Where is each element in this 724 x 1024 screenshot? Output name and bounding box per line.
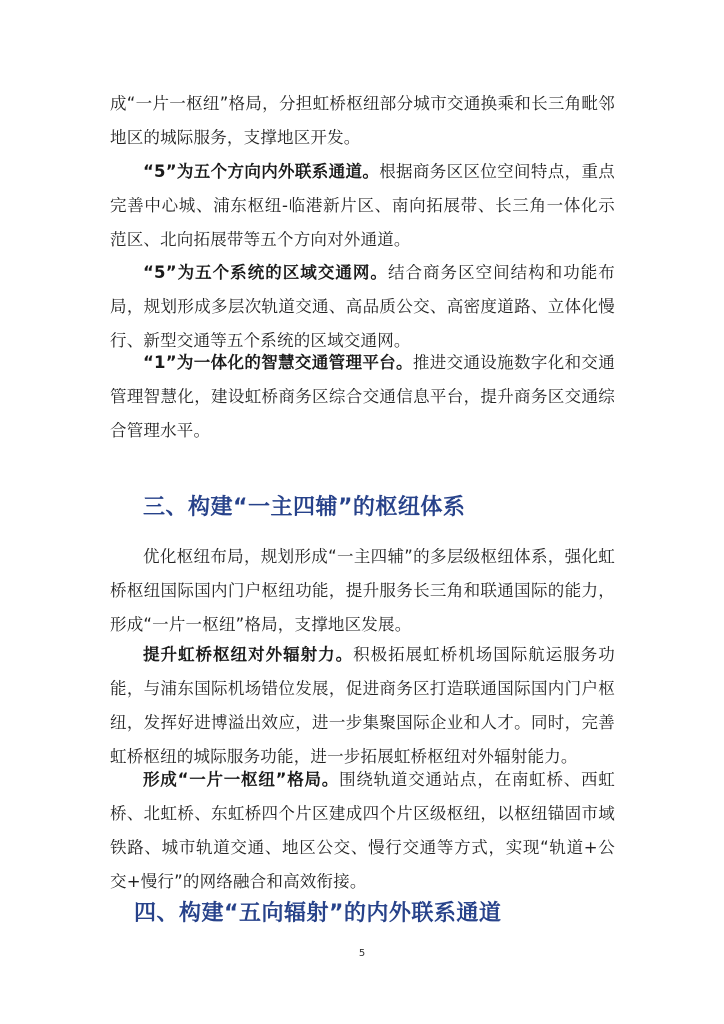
paragraph-text: 结合商务区空间结构和功能布局，规划形成多层次轨道交通、高品质公交、高密度道路、立体化慢行、新型交通等五个系统的区域交通网。 (110, 263, 615, 350)
paragraph-text: 积极拓展虹桥机场国际航运服务功能，与浦东国际机场错位发展，促进商务区打造联通国际国内门户枢纽，发挥好进博溢出效应，进一步集聚国际企业和人才。同时，完善虹桥枢纽的城际服务功能，进一步拓展虹桥枢纽对外辐射能力。 (110, 645, 615, 766)
paragraph-hub-layout (110, 540, 615, 642)
paragraph-hongqiao-radiation (110, 638, 615, 774)
page-number: 5 (358, 948, 366, 959)
paragraph-text: 优化枢纽布局，规划形成“一主四辅”的多层级枢纽体系，强化虹桥枢纽国际国内门户枢纽功能，提升服务长三角和联通国际的能力，形成“一片一枢纽”格局，支撑地区发展。 (110, 547, 615, 634)
paragraph-text: 围绕轨道交通站点，在南虹桥、西虹桥、北虹桥、东虹桥四个片区建成四个片区级枢纽，以枢纽锚固市域铁路、城市轨道交通、地区公交、慢行交通等方式，实现“轨道+公交+慢行”的网络融合和高效衔接。 (110, 770, 616, 891)
paragraph-smart-platform (110, 346, 615, 448)
paragraph-text: 成“一片一枢纽”格局，分担虹桥枢纽部分城市交通换乘和长三角毗邻地区的城际服务，支撑地区开发。 (110, 94, 615, 147)
paragraph-lead: “5”为五个方向内外联系通道。 (143, 162, 380, 181)
paragraph-text: 推进交通设施数字化和交通管理智慧化，建设虹桥商务区综合交通信息平台，提升商务区交通综合管理水平。 (110, 353, 615, 440)
paragraph-one-area-one-hub (110, 763, 615, 899)
section-heading-3: 三、构建“一主四辅”的枢纽体系 (143, 495, 466, 520)
paragraph-lead: “5”为五个系统的区域交通网。 (143, 263, 388, 282)
paragraph-five-directions (110, 155, 615, 257)
paragraph-lead: “1”为一体化的智慧交通管理平台。 (143, 353, 413, 372)
paragraph-five-systems (110, 256, 615, 358)
section-heading-4: 四、构建“五向辐射”的内外联系通道 (134, 901, 502, 926)
paragraph-continuation (110, 87, 615, 155)
paragraph-text: 根据商务区区位空间特点，重点完善中心城、浦东枢纽-临港新片区、南向拓展带、长三角一体化示范区、北向拓展带等五个方向对外通道。 (110, 162, 615, 249)
paragraph-lead: 提升虹桥枢纽对外辐射力。 (143, 645, 354, 664)
paragraph-lead: 形成“一片一枢纽”格局。 (143, 770, 340, 789)
